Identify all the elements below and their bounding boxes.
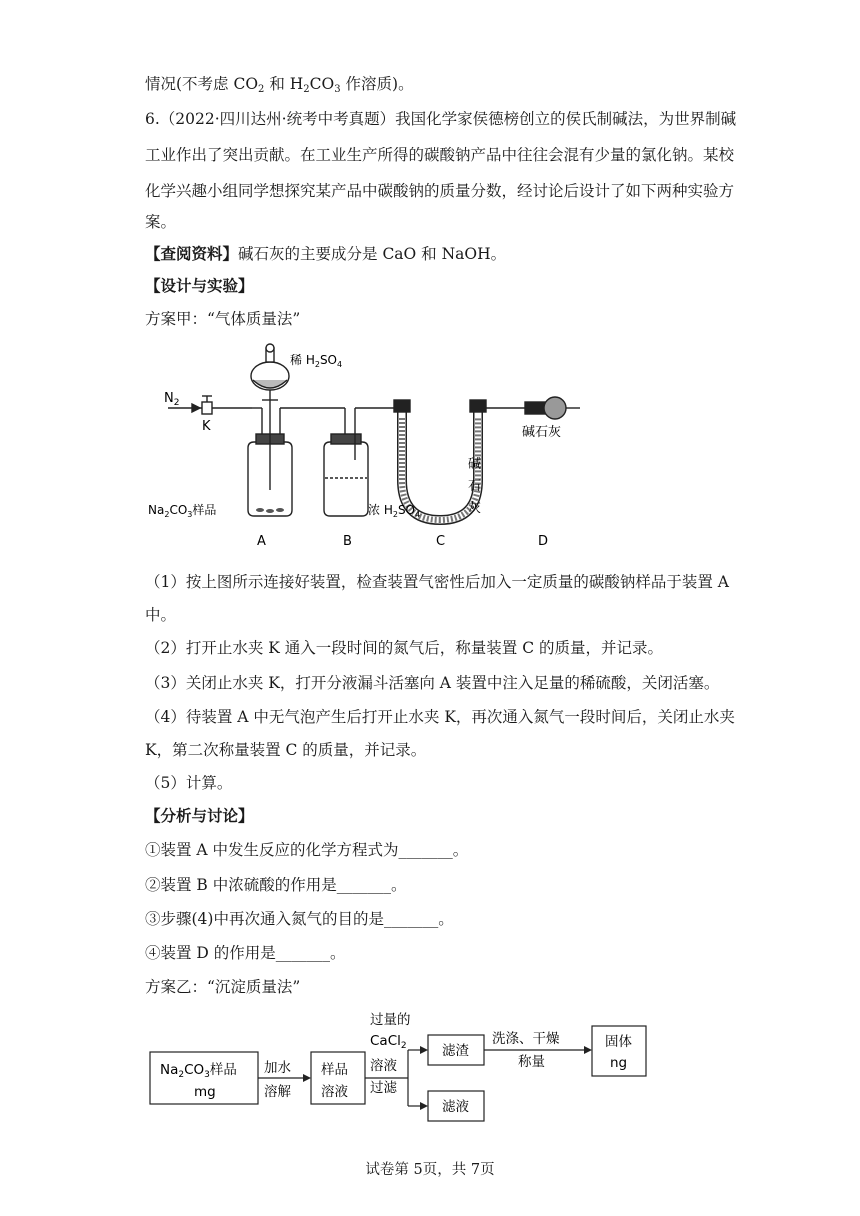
sample-label: $Na_2CO_3$样品 [148,503,217,519]
reference-heading: 【查阅资料】 [145,244,239,263]
analysis-q2: ②装置 B 中浓硫酸的作用是_______。 [145,876,407,894]
arrow1-top: 加水 [264,1060,291,1076]
solution-box-line2: 溶液 [321,1084,348,1100]
soda-lime-c-2: 石 [468,479,482,494]
step-3: （3）关闭止水夹 K，打开分液漏斗活塞向 A 装置中注入足量的稀硫酸，关闭活塞。 [145,674,720,692]
arrow1-bottom: 溶解 [264,1084,291,1100]
analysis-q3: ③步骤(4)中再次通入氮气的目的是_______。 [145,910,454,928]
solid-box-line1: 固体 [605,1034,632,1050]
prev-question-tail: 情况(不考虑 $CO_2$ 和 $H_2CO_3$ 作溶质)。 [145,75,414,95]
sample-box-line1: $Na_2CO_3$样品 [160,1062,237,1080]
label-d: D [538,534,549,549]
question-6-line2: 工业作出了突出贡献。在工业生产所得的碳酸钠产品中往往会混有少量的氯化钠。某校 [145,146,735,164]
dilute-acid-label: 稀 $H_2SO_4$ [290,353,343,369]
label-b: B [343,534,352,549]
residue-label: 滤渣 [442,1043,469,1059]
apparatus-diagram [140,340,620,555]
reference-text: 碱石灰的主要成分是 CaO 和 NaOH。 [238,245,507,263]
analysis-q1: ①装置 A 中发生反应的化学方程式为_______。 [145,841,469,859]
page-footer: 试卷第 5页，共 7页 [365,1162,495,1178]
reagent-line1: 过量的 [370,1012,411,1028]
question-6-line1: 6.（2022·四川达州·统考中考真题）我国化学家侯德榜创立的侯氏制碱法，为世界制碱 [145,110,737,128]
label-c: C [436,534,446,549]
soda-lime-d-label: 碱石灰 [522,425,562,440]
reagent-line3: 溶液 [370,1058,397,1074]
n2-label: $N_2$ [164,391,180,408]
sample-box-mass: mg [194,1084,216,1100]
solid-box-mass: ng [610,1055,628,1071]
step-5: （5）计算。 [145,774,233,792]
reagent-line4: 过滤 [370,1080,397,1096]
soda-lime-c-3: 灰 [468,501,482,516]
label-a: A [257,534,266,549]
solution-box-line1: 样品 [321,1062,348,1078]
step-1b: 中。 [145,606,177,624]
valve-k-label: K [202,419,211,434]
plan-b-title: 方案乙：“沉淀质量法” [145,978,301,996]
filtrate-label: 滤液 [442,1099,469,1115]
reagent-line2: CaCl$_2$ [370,1033,407,1051]
soda-lime-c-1: 碱 [468,457,482,472]
conc-acid-label: 浓 $H_2SO_4$ [368,503,421,519]
step-4b: K，第二次称量装置 C 的质量，并记录。 [145,741,427,759]
question-6-line4: 案。 [145,213,177,231]
step-4a: （4）待装置 A 中无气泡产生后打开止水夹 K，再次通入氮气一段时间后，关闭止水夹 [145,708,735,726]
reference-section [145,244,506,264]
arrow2-bottom: 称量 [518,1054,545,1070]
plan-a-title: 方案甲：“气体质量法” [145,310,301,328]
flow-chart [140,1006,660,1124]
arrow2-top: 洗涤、干燥 [492,1031,560,1047]
step-2: （2）打开止水夹 K 通入一段时间的氮气后，称量装置 C 的质量，并记录。 [145,639,664,657]
analysis-q4: ④装置 D 的作用是_______。 [145,944,346,962]
question-6-line3: 化学兴趣小组同学想探究某产品中碳酸钠的质量分数，经讨论后设计了如下两种实验方 [145,182,735,200]
step-1a: （1）按上图所示连接好装置，检查装置气密性后加入一定质量的碳酸钠样品于装置 A [145,573,729,591]
design-heading: 【设计与实验】 [145,276,254,295]
analysis-heading: 【分析与讨论】 [145,806,254,825]
